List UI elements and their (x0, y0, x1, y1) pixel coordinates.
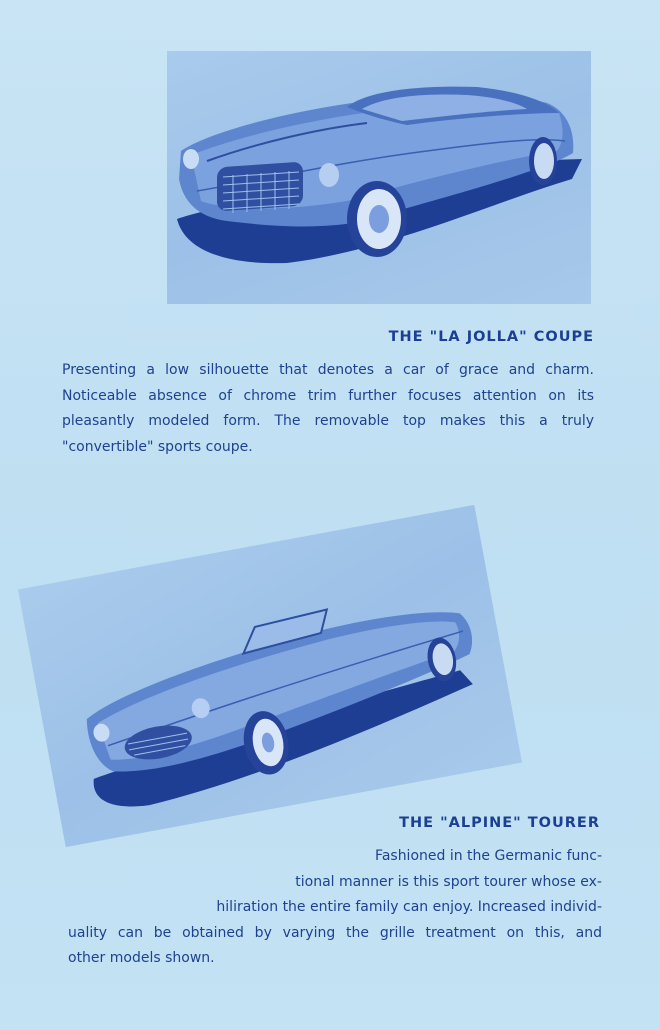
description-line: tional manner is this sport tourer whose ex- (295, 873, 602, 890)
alpine-tourer-description (68, 844, 602, 972)
alpine-tourer-illustration (18, 505, 522, 847)
description-line: Fashioned in the Germanic func- (375, 848, 602, 864)
description-line: Noticeable absence of chrome trim further focuses attention on its (62, 387, 594, 404)
description-line: pleasantly modeled form. The removable top makes this a truly (62, 413, 594, 429)
alpine-tourer-title: THE "ALPINE" TOURER (399, 815, 600, 831)
la-jolla-coupe-title: THE "LA JOLLA" COUPE (388, 329, 594, 345)
la-jolla-coupe-description (62, 358, 594, 460)
description-line: Presenting a low silhouette that denotes a car of grace and charm. (62, 362, 594, 378)
description-line: uality can be obtained by varying the grille treatment on this, and (68, 924, 602, 941)
la-jolla-coupe-illustration (167, 51, 591, 304)
description-line: other models shown. (68, 950, 215, 966)
description-line: hiliration the entire family can enjoy. Increased individ- (216, 899, 602, 915)
description-line: "convertible" sports coupe. (62, 438, 253, 455)
